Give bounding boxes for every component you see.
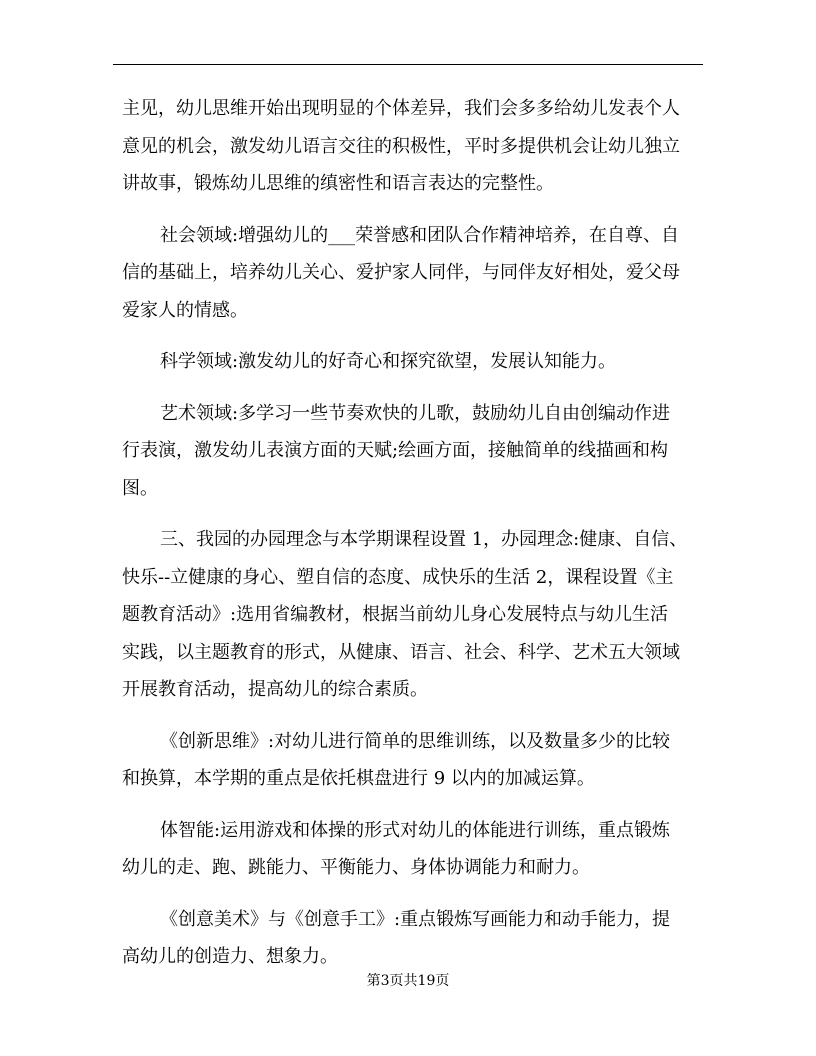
paragraph-physical-intelligence xyxy=(122,812,696,887)
text-line: 信的基础上，培养幼儿关心、爱护家人同伴，与同伴友好相处，爱父母 xyxy=(122,262,680,283)
paragraph-creative-art xyxy=(122,901,696,976)
text-line: 爱家人的情感。 xyxy=(122,299,248,321)
text-line: 图。 xyxy=(122,477,158,499)
paragraph-school-philosophy xyxy=(122,521,696,709)
text-line: 讲故事，锻炼幼儿思维的缜密性和语言表达的完整性。 xyxy=(122,173,554,194)
text-line: 开展教育活动，提高幼儿的综合素质。 xyxy=(122,679,428,700)
text-line: 社会领域:增强幼儿的___荣誉感和团队合作精神培养，在自尊、自 xyxy=(160,224,680,246)
text-line: 和换算，本学期的重点是依托棋盘进行 9 以内的加减运算。 xyxy=(122,768,595,789)
document-body xyxy=(122,90,696,990)
text-line: 幼儿的走、跑、跳能力、平衡能力、身体协调能力和耐力。 xyxy=(122,857,590,878)
text-line: 高幼儿的创造力、想象力。 xyxy=(122,946,338,967)
paragraph-1 xyxy=(122,90,696,203)
header-rule xyxy=(113,64,703,65)
text-line: 题教育活动》:选用省编教材，根据当前幼儿身心发展特点与幼儿生活 xyxy=(122,604,669,625)
text-line: 三、我园的办园理念与本学期课程设置 1，办园理念:健康、自信、 xyxy=(160,529,688,550)
text-line: 实践，以主题教育的形式，从健康、语言、社会、科学、艺术五大领域 xyxy=(122,641,680,663)
text-line: 艺术领域:多学习一些节奏欢快的儿歌，鼓励幼儿自由创编动作进 xyxy=(160,402,671,424)
text-line: 《创意美术》与《创意手工》:重点锻炼写画能力和动手能力，提 xyxy=(160,908,671,930)
paragraph-art-domain xyxy=(122,395,696,508)
paragraph-social-domain xyxy=(122,217,696,330)
text-line: 主见，幼儿思维开始出现明显的个体差异，我们会多多给幼儿发表个人 xyxy=(122,98,680,119)
paragraph-creative-thinking xyxy=(122,723,696,798)
text-line: 《创新思维》:对幼儿进行简单的思维训练，以及数量多少的比较 xyxy=(160,730,671,752)
text-line: 意见的机会，激发幼儿语言交往的积极性，平时多提供机会让幼儿独立 xyxy=(122,135,680,157)
page-number: 第3页共19页 xyxy=(366,973,450,989)
text-line: 行表演，激发幼儿表演方面的天赋;绘画方面，接触简单的线描画和构 xyxy=(122,440,669,461)
text-line: 科学领域:激发幼儿的好奇心和探究欲望，发展认知能力。 xyxy=(160,351,617,372)
paragraph-science-domain xyxy=(122,343,696,381)
text-line: 体智能:运用游戏和体操的形式对幼儿的体能进行训练，重点锻炼 xyxy=(160,819,671,841)
text-line: 快乐--立健康的身心、塑自信的态度、成快乐的生活 2，课程设置《主 xyxy=(122,566,674,588)
